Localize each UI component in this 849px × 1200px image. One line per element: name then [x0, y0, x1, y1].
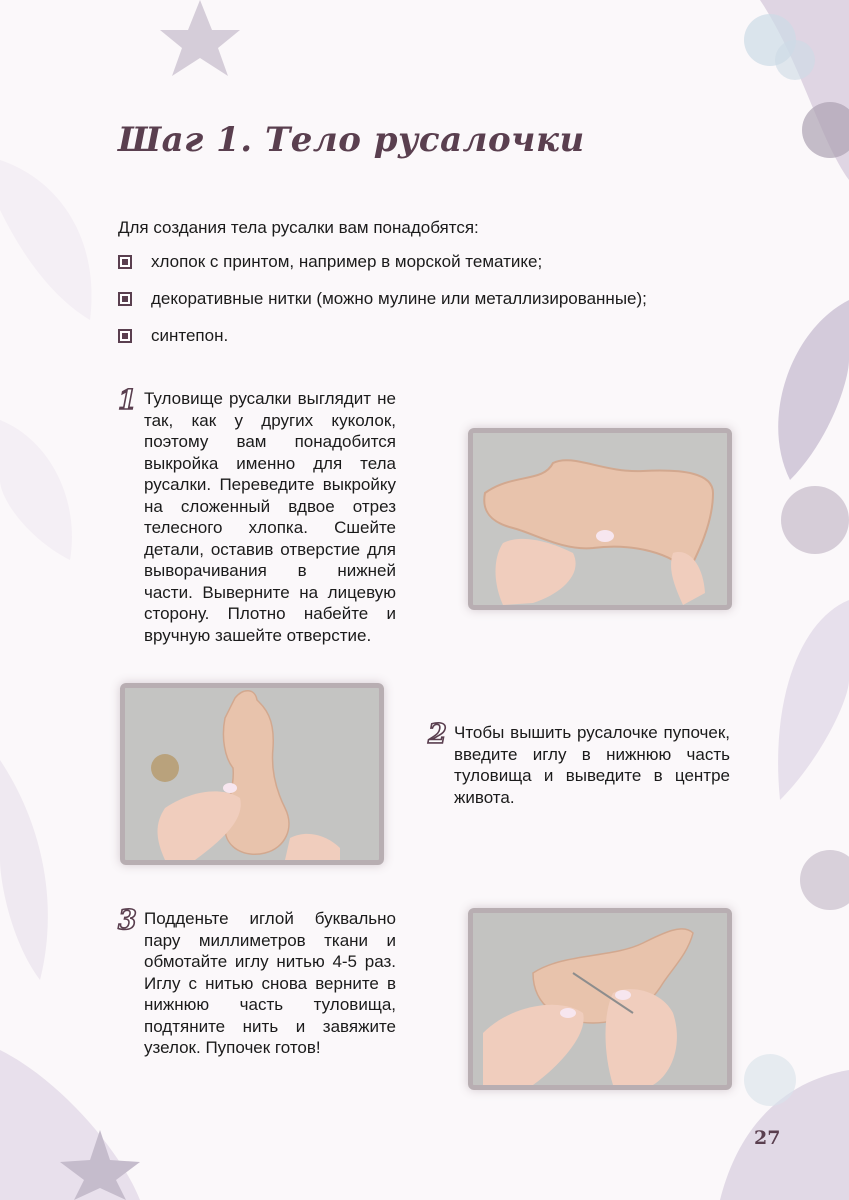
step-text: Подденьте иглой буквально пару миллиметров ткани и обмотайте иглу нитью 4-5 раз. Иглу с нитью снова верните в нижнюю часть туловища, подтяните нить и завяжите узелок. Пупочек готов! [144, 909, 396, 1057]
step-text: Чтобы вышить русалочке пупочек, введите иглу в нижнюю часть туловища и выведите в центре живота. [454, 723, 730, 807]
square-bullet-icon [118, 292, 132, 306]
step-2 [428, 719, 730, 808]
page-title: Шаг 1. Тело русалочки [118, 120, 585, 160]
embroidery-illustration [125, 688, 379, 860]
sewn-body-illustration [473, 433, 727, 605]
step-number: 2 [428, 719, 447, 750]
photo-french-knot [468, 908, 732, 1090]
photo-embroidering-navel [120, 683, 384, 865]
step-3 [118, 905, 396, 1059]
step-number: 1 [118, 385, 137, 416]
photo-sewn-body-pattern [468, 428, 732, 610]
list-item [118, 326, 647, 363]
french-knot-illustration [473, 913, 727, 1085]
step-1 [118, 385, 396, 646]
square-bullet-icon [118, 255, 132, 269]
step-text: Туловище русалки выглядит не так, как у других куколок, поэтому вам понадобится выкройка именно для тела русалки. Переведите выкройку на сложенный вдвое отрез телесного хлопка. Сшейте детали, оставив отверстие для выворачивания в нижней части. Выверните на лицевую сторону. Плотно набейте и вручную зашейте отверстие. [144, 389, 396, 645]
intro-text: Для создания тела русалки вам понадобятся: [118, 218, 479, 237]
material-text: хлопок с принтом, например в морской тематике; [151, 252, 543, 271]
material-text: синтепон. [151, 326, 229, 345]
materials-list [118, 252, 647, 363]
page-number: 27 [754, 1127, 781, 1149]
list-item [118, 252, 647, 289]
step-number: 3 [118, 905, 137, 936]
square-bullet-icon [118, 329, 132, 343]
material-text: декоративные нитки (можно мулине или металлизированные); [151, 289, 647, 308]
list-item [118, 289, 647, 326]
